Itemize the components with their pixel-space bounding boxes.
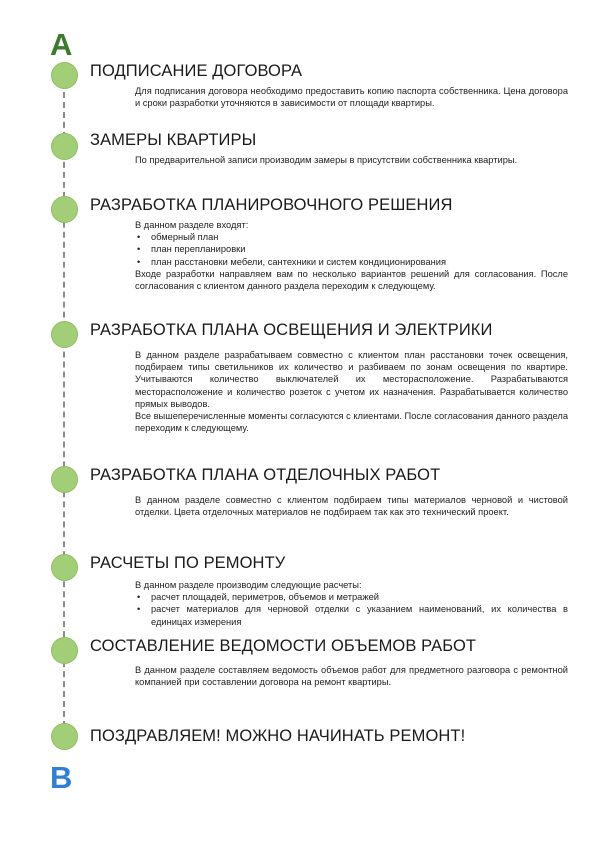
step-body-4 <box>135 349 568 434</box>
timeline-end-marker: B <box>50 760 73 795</box>
timeline-node-4[interactable] <box>51 321 78 348</box>
step-paragraph: В данном разделе входят: <box>135 219 249 230</box>
step-paragraph: В данном разделе совместно с клиентом подбираем типы материалов черновой и чистовой отделки. Цвета отделочных материалов не подбираем так как это технический проект. <box>135 494 568 518</box>
step-paragraph: В данном разделе разрабатываем совместно с клиентом план расстановки точек освещения, подбираем типы светильников их количество и разбиваем по зонам освещения по квартире. Учитываются количество выключателей их месторасположение. Разрабатываются месторасположение и количество розеток с учетом их назначения. Разрабатывается количество прямых выводов. <box>135 349 568 409</box>
step-title-7: СОСТАВЛЕНИЕ ВЕДОМОСТИ ОБЪЕМОВ РАБОТ <box>90 637 477 655</box>
step-item-3 <box>90 196 568 292</box>
step-item-2 <box>90 131 568 166</box>
list-item <box>135 256 568 268</box>
bullet-icon: • <box>137 232 141 243</box>
timeline-node-3[interactable] <box>51 196 78 223</box>
timeline-node-2[interactable] <box>51 133 78 160</box>
step-paragraph: Все вышеперечисленные моменты согласуются с клиентами. После согласования данного раздела переходим к следующему. <box>135 410 568 434</box>
step-paragraph: В данном разделе составляем ведомость объемов работ для предметного разговора с ремонтной компанией при составлении договора на ремонт квартиры. <box>135 664 568 688</box>
list-item <box>135 243 568 255</box>
step-item-5 <box>90 466 568 518</box>
step-title-6: РАСЧЕТЫ ПО РЕМОНТУ <box>90 554 286 572</box>
list-item <box>135 603 568 627</box>
step-body-7 <box>135 664 568 688</box>
step-title-5: РАЗРАБОТКА ПЛАНА ОТДЕЛОЧНЫХ РАБОТ <box>90 466 441 484</box>
step-paragraph: По предварительной записи производим замеры в присутствии собственника квартиры. <box>135 154 518 165</box>
step-item-6 <box>90 554 568 628</box>
list-item-label: план перепланировки <box>151 244 246 255</box>
bullet-icon: • <box>137 604 141 615</box>
step-body-6 <box>135 579 568 628</box>
step-body-1 <box>135 85 568 109</box>
step-title-2: ЗАМЕРЫ КВАРТИРЫ <box>90 131 257 149</box>
final-congratulations-title: ПОЗДРАВЛЯЕМ! МОЖНО НАЧИНАТЬ РЕМОНТ! <box>90 727 466 745</box>
timeline-node-7[interactable] <box>51 637 78 664</box>
timeline-start-marker: A <box>50 27 73 62</box>
list-item-label: обмерный план <box>151 232 219 243</box>
step-paragraph: В данном разделе производим следующие расчеты: <box>135 579 362 590</box>
step-title-1: ПОДПИСАНИЕ ДОГОВОРА <box>90 62 303 80</box>
step-bullet-list-6 <box>135 591 568 628</box>
timeline-node-6[interactable] <box>51 554 78 581</box>
timeline-node-5[interactable] <box>51 466 78 493</box>
list-item <box>135 231 568 243</box>
step-body-2 <box>135 154 568 166</box>
step-item-7 <box>90 637 568 688</box>
bullet-icon: • <box>137 244 141 255</box>
list-item <box>135 591 568 603</box>
step-title-4: РАЗРАБОТКА ПЛАНА ОСВЕЩЕНИЯ И ЭЛЕКТРИКИ <box>90 321 493 339</box>
step-bullet-list-3 <box>135 231 568 268</box>
list-item-label: план расстановки мебели, сантехники и систем кондиционирования <box>151 256 446 267</box>
step-body-3 <box>135 219 568 292</box>
bullet-icon: • <box>137 592 141 603</box>
step-body-5 <box>135 494 568 518</box>
list-item-label: расчет площадей, периметров, объемов и метражей <box>151 592 379 603</box>
bullet-icon: • <box>137 256 141 267</box>
timeline-node-1[interactable] <box>51 62 78 89</box>
step-paragraph: Входе разработки направляем вам по несколько вариантов решений для согласования. После согласования с клиентом данного раздела переходим к следующему. <box>135 268 568 291</box>
step-title-3: РАЗРАБОТКА ПЛАНИРОВОЧНОГО РЕШЕНИЯ <box>90 196 453 214</box>
timeline-node-8[interactable] <box>51 723 78 750</box>
list-item-label: расчет материалов для черновой отделки с указанием наименований, их количества в единицах измерения <box>151 604 568 627</box>
step-item-1 <box>90 62 568 109</box>
step-item-4 <box>90 321 568 434</box>
step-paragraph: Для подписания договора необходимо предоставить копию паспорта собственника. Цена договора и сроки разработки уточняются в зависимости от площади квартиры. <box>135 85 568 109</box>
